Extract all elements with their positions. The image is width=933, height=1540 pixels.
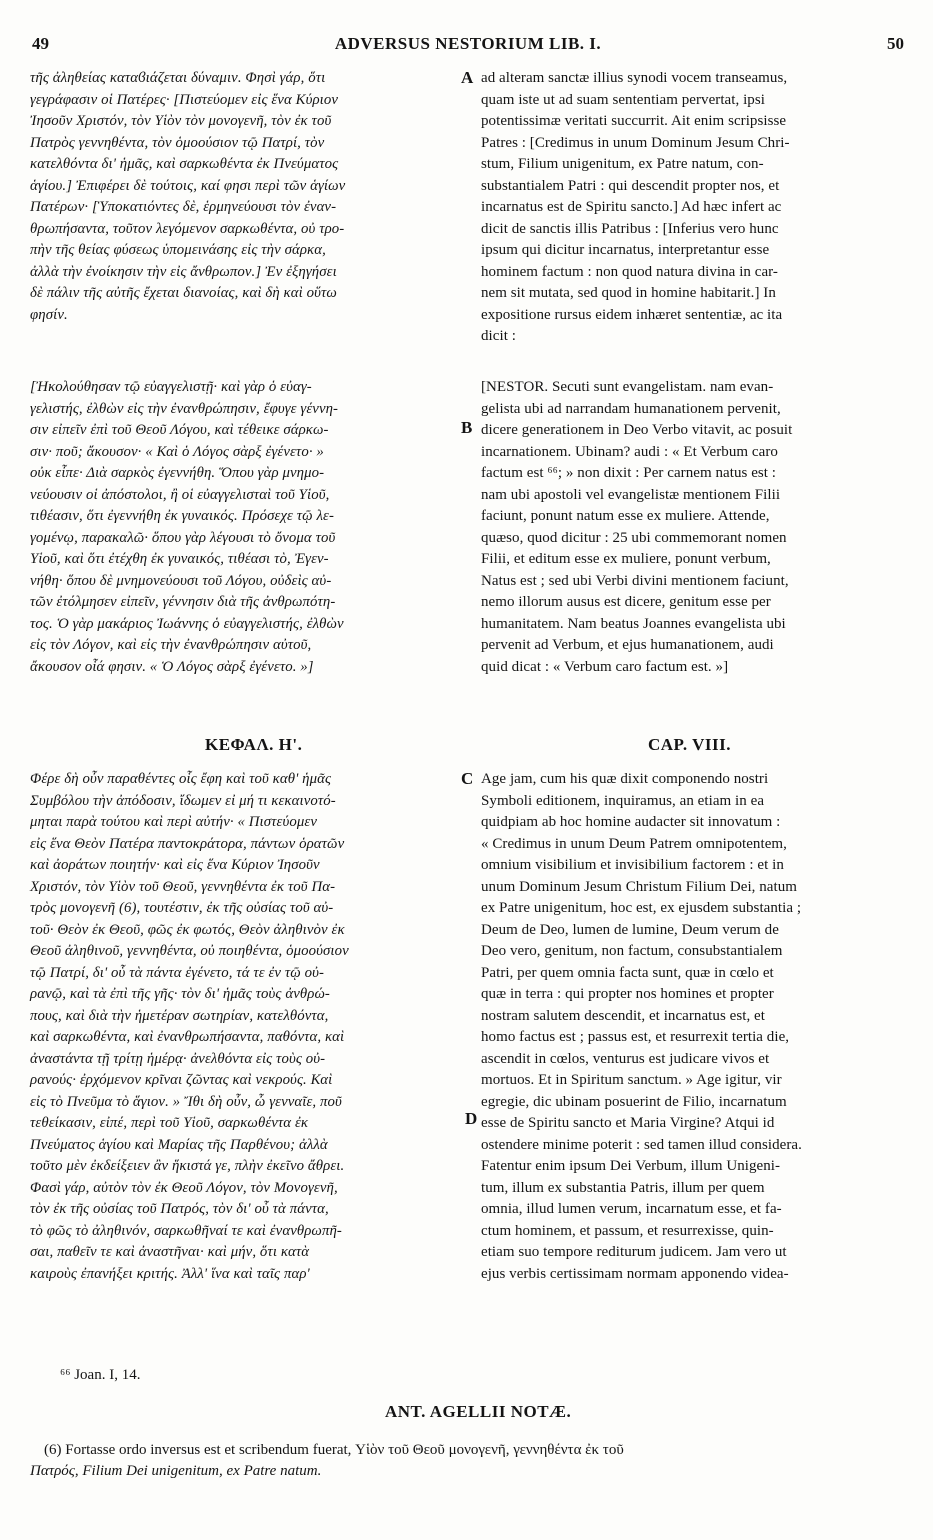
latin-line: mortuos. Et in Spiritum sanctum. » Age igitur, vir <box>481 1072 782 1088</box>
greek-line: ἁγίου.] Ἐπιφέρει δὲ τούτοις, καί φησι περὶ τῶν ἁγίων <box>30 177 346 194</box>
latin-line: Patres : [Credimus in unum Dominum Jesum Chri- <box>481 134 790 151</box>
greek-line: Πατρὸς γεννηθέντα, τὸν ὁμοούσιον τῷ Πατρί, τὸν <box>30 134 325 151</box>
notes-body <box>30 1440 910 1482</box>
page-number-left: 49 <box>32 34 49 53</box>
note-line: (6) Fortasse ordo inversus est et scribendum fuerat, Υἱὸν τοῦ Θεοῦ μονογενῆ, γεννηθέντα ἐκ τοῦ <box>44 1442 624 1458</box>
greek-line: κατελθόντα δι' ἡμᾶς, καὶ σαρκωθέντα ἐκ Πνεύματος <box>30 156 339 172</box>
latin-line: etiam suo tempore rediturum judicem. Jam vero ut <box>481 1244 787 1260</box>
greek-line: γελιστής, ἐλθὼν εἰς τὴν ἐνανθρώπησιν, ἔφυγε γέννη- <box>30 400 339 417</box>
latin-column-section1 <box>481 68 905 348</box>
latin-line: Age jam, cum his quæ dixit componendo nostri <box>481 771 769 787</box>
latin-line: quæ in terra : qui propter nos homines et propter <box>481 986 774 1002</box>
greek-column-section1 <box>30 68 460 326</box>
greek-line: καὶ σαρκωθέντα, καὶ ἐνανθρωπήσαντα, παθόντα, καὶ <box>30 1029 345 1045</box>
latin-line: Symboli editionem, inquiramus, an etiam in ea <box>481 792 765 809</box>
latin-line: quidpiam ab hoc homine audacter sit innovatum : <box>481 814 781 830</box>
margin-marker-c: C <box>461 769 474 788</box>
greek-line: νήθη· ὅπου δὲ μνημονεύουσι τοῦ Λόγου, οὐδεὶς αὐ- <box>30 572 332 589</box>
latin-line: stum, Filium unigenitum, ex Patre natum, con- <box>481 156 764 172</box>
latin-line: dicere generationem in Deo Verbo vitavit, ac posuit <box>481 422 793 438</box>
latin-column-section3 <box>481 769 905 1285</box>
latin-line: ex Patre unigenitum, hoc est, ex ejusdem substantia ; <box>481 900 802 916</box>
latin-line: gelista ubi ad narrandam humanationem pervenit, <box>481 400 781 417</box>
greek-line: πὴν τῆς θείας φύσεως ὑπομεινάσης εἰς τὴν σάρκα, <box>30 242 326 258</box>
greek-line: καιροὺς ἐπανήξει κριτής. Ἀλλ' ἵνα καὶ ταῖς παρ' <box>30 1265 310 1282</box>
latin-line: Deo vero, genitum, non factum, consubstantialem <box>481 943 783 959</box>
greek-line: τοῦ· Θεὸν ἐκ Θεοῦ, φῶς ἐκ φωτός, Θεὸν ἀληθινὸν ἐκ <box>30 921 345 938</box>
notes-title: ANT. AGELLII NOTÆ. <box>385 1402 572 1421</box>
greek-line: εἰς ἕνα Θεὸν Πατέρα παντοκράτορα, πάντων ὁρατῶν <box>30 835 345 852</box>
latin-line: Filii, et editum esse ex muliere, ponunt verbum, <box>481 551 771 567</box>
latin-line: ostendere minime poterit : sed tamen illud considera. <box>481 1136 802 1153</box>
greek-line: τρὸς μονογενῆ (6), τουτέστιν, ἐκ τῆς οὐσίας τοῦ αὐ- <box>30 900 334 916</box>
greek-line: γεγράφασιν οἱ Πατέρες· [Πιστεύομεν εἰς ἕνα Κύριον <box>30 91 339 108</box>
latin-chapter-title: CAP. VIII. <box>648 735 731 754</box>
greek-line: σαι, παθεῖν τε καὶ ἀναστῆναι· καὶ μήν, ὅτι κατὰ <box>30 1244 310 1260</box>
greek-line: ἀναστάντα τῇ τρίτῃ ἡμέρᾳ· ἀνελθόντα εἰς τοὺς οὐ- <box>30 1050 326 1067</box>
greek-line: τῆς ἀληθείας καταϐιάζεται δύναμιν. Φησὶ γάρ, ὅτι <box>30 70 326 86</box>
greek-line: σιν εἰπεῖν ἐπὶ τοῦ Θεοῦ Λόγου, καὶ τέθεικε σάρκω- <box>30 422 329 438</box>
greek-line: τὸ φῶς τὸ ἀληθινόν, σαρκωθῆναί τε καὶ ἐνανθρωπῆ- <box>30 1222 342 1239</box>
latin-line: omnia, illud lumen verum, incarnatum esse, et fa- <box>481 1201 782 1217</box>
latin-line: homo factus est ; passus est, et resurrexit tertia die, <box>481 1029 790 1045</box>
greek-line: ἀλλὰ τὴν ἐνοίκησιν τὴν εἰς ἄνθρωπον.] Ἐν ἐξηγήσει <box>30 263 337 280</box>
latin-line: incarnatus est de Spiritu sancto.] Ad hæc infert ac <box>481 199 782 215</box>
greek-line: τος. Ὁ γὰρ μακάριος Ἰωάννης ὁ εὐαγγελιστής, ἐλθὼν <box>30 615 344 632</box>
greek-line: σιν· ποῦ; ἄκουσον· « Καὶ ὁ Λόγος σὰρξ ἐγένετο· » <box>30 443 324 460</box>
greek-chapter-title: ΚΕΦΑΛ. Η'. <box>205 735 303 754</box>
latin-line: ad alteram sanctæ illius synodi vocem transeamus, <box>481 70 788 86</box>
greek-line: [Ἠκολούθησαν τῷ εὐαγγελιστῇ· καὶ γὰρ ὁ εὐαγ- <box>30 379 312 395</box>
greek-line: τεθείκασιν, εἰπέ, περὶ τοῦ Υἱοῦ, σαρκωθέντα ἐκ <box>30 1115 309 1131</box>
greek-line: ρανούς· ἐρχόμενον κρῖναι ζῶντας καὶ νεκρούς. Καὶ <box>30 1072 333 1088</box>
latin-line: faciunt, ponunt natum esse ex muliere. Attende, <box>481 508 770 524</box>
greek-line: Φέρε δὴ οὖν παραθέντες οἷς ἔφη καὶ τοῦ καθ' ἡμᾶς <box>30 771 332 787</box>
greek-line: δὲ πάλιν τῆς αὐτῆς ἔχεται διανοίας, καὶ δὴ καὶ οὕτω <box>30 285 337 301</box>
footnote <box>60 1364 140 1386</box>
greek-line: ρανῷ, καὶ τὰ ἐπὶ τῆς γῆς· τὸν δι' ἡμᾶς τοὺς ἀνθρώ- <box>30 986 330 1002</box>
greek-line: ἄκουσον οἷά φησιν. « Ὁ Λόγος σὰρξ ἐγένετο. »] <box>30 658 314 675</box>
latin-line: humanitatem. Nam beatus Joannes evangelista ubi <box>481 615 786 632</box>
latin-line: Fatentur enim ipsum Dei Verbum, illum Unigeni- <box>481 1158 781 1174</box>
latin-line: quam iste ut ad suam sententiam pervertat, ipsi <box>481 91 765 108</box>
greek-line: οὐκ εἶπε· Διὰ σαρκὸς ἐγεννήθη. Ὅπου γὰρ μνημο- <box>30 465 325 481</box>
latin-line: hominem factum : non quod natura divina in car- <box>481 263 778 280</box>
greek-line: καὶ ἀοράτων ποιητήν· καὶ εἰς ἕνα Κύριον Ἰησοῦν <box>30 857 320 873</box>
latin-line: nam ubi apostoli vel evangelistæ mentionem Filii <box>481 486 781 503</box>
running-header <box>32 34 904 56</box>
latin-line: ejus verbis certissimam normam apponendo videa- <box>481 1265 789 1282</box>
latin-column-section2 <box>481 377 905 678</box>
greek-line: εἰς τὸν Λόγον, καὶ εἰς τὴν ἐνανθρώπησιν αὐτοῦ, <box>30 637 312 653</box>
greek-line: τιθέασιν, ὅτι ἐγεννήθη ἐκ γυναικός. Πρόσεχε τῷ λε- <box>30 508 334 524</box>
latin-line: omnium visibilium et invisibilium factorem : et in <box>481 857 784 873</box>
greek-line: εἰς τὸ Πνεῦμα τὸ ἅγιον. » Ἴθι δὴ οὖν, ὦ γενναῖε, ποῦ <box>30 1093 342 1110</box>
greek-line: τὸν ἐκ τῆς οὐσίας τοῦ Πατρός, τὸν δι' οὗ τὰ πάντα, <box>30 1201 329 1217</box>
greek-line: θρωπήσαντα, τοῦτον λεγόμενον σαρκωθέντα, οὐ τρο- <box>30 220 345 237</box>
greek-line: πους, καὶ διὰ τὴν ἡμετέραν σωτηρίαν, κατελθόντα, <box>30 1007 329 1024</box>
latin-line: dicit de sanctis illis Patribus : [Inferius vero hunc <box>481 220 779 237</box>
latin-line: egregie, dic ubinam posuerint de Filio, incarnatum <box>481 1093 787 1110</box>
latin-line: incarnationem. Ubinam? audi : « Et Verbum caro <box>481 443 778 460</box>
margin-marker-a: A <box>461 68 474 87</box>
greek-line: μηται παρὰ τούτου καὶ περὶ αὐτήν· « Πιστεύομεν <box>30 814 317 830</box>
greek-line: Ἰησοῦν Χριστόν, τὸν Υἱὸν τὸν μονογενῆ, τὸν ἐκ τοῦ <box>30 113 332 129</box>
running-title: ADVERSUS NESTORIUM LIB. I. <box>334 34 602 53</box>
latin-line: quid dicat : « Verbum caro factum est. »] <box>481 658 729 675</box>
greek-line: Φασὶ γάρ, αὐτὸν τὸν ἐκ Θεοῦ Λόγον, τὸν Μονογενῆ, <box>30 1179 338 1196</box>
latin-line: [NESTOR. Secuti sunt evangelistam. nam evan- <box>481 379 774 395</box>
latin-line: pervenit ad Verbum, et ejus humanationem, audi <box>481 637 774 653</box>
latin-line: nem sit mutata, sed quod in homine habitarit.] In <box>481 285 776 301</box>
latin-line: ipsum qui dicitur incarnatus, interpretantur esse <box>481 242 770 258</box>
latin-line: Deum de Deo, lumen de lumine, Deum verum de <box>481 921 779 938</box>
page-number-right: 50 <box>887 34 904 53</box>
greek-line: Πατέρων· [Ὑποκατιόντες δὲ, ἑρμηνεύουσι τὸν ἐναν- <box>30 199 337 215</box>
margin-marker-d: D <box>465 1109 478 1128</box>
greek-line: γομένῳ, παρακαλῶ· ὅπου γὰρ λέγουσι τὸ ὄνομα τοῦ <box>30 529 336 546</box>
greek-column-section3 <box>30 769 460 1285</box>
latin-line: substantialem Patri : qui descendit propter nos, et <box>481 177 780 194</box>
greek-line: τῶν ἐτόλμησεν εἰπεῖν, γέννησιν διὰ τῆς ἀνθρωπότη- <box>30 594 336 610</box>
latin-line: quæso, quod dicitur : 25 ubi commemorant nomen <box>481 529 787 546</box>
latin-line: nostram salutem descendit, et incarnatus est, et <box>481 1007 765 1024</box>
latin-line: ascendit in cœlos, venturus est judicare vivos et <box>481 1050 770 1067</box>
latin-line: unum Dominum Jesum Christum Filium Dei, natum <box>481 878 798 895</box>
greek-line: τῷ Πατρί, δι' οὗ τὰ πάντα ἐγένετο, τά τε ἐν τῷ οὐ- <box>30 964 325 981</box>
greek-line: Πνεύματος ἁγίου καὶ Μαρίας τῆς Παρθένου; ἀλλὰ <box>30 1136 328 1153</box>
latin-line: esse de Spiritu sancto et Maria Virgine? Atqui id <box>481 1115 775 1131</box>
note-line: Πατρός, Filium Dei unigenitum, ex Patre natum. <box>30 1463 322 1479</box>
greek-line: Χριστόν, τὸν Υἱὸν τοῦ Θεοῦ, γεννηθέντα ἐκ τοῦ Πα- <box>30 878 336 895</box>
greek-line: νεύουσιν οἱ ἀπόστολοι, ἢ οἱ εὐαγγελισταὶ τοῦ Υἱοῦ, <box>30 486 330 503</box>
latin-line: Patri, per quem omnia facta sunt, quæ in cœlo et <box>481 964 774 981</box>
latin-line: expositione rursus eidem inhæret sententiæ, ac ita <box>481 306 783 323</box>
greek-column-section2 <box>30 377 460 678</box>
latin-line: factum est ⁶⁶; » non dixit : Per carnem natus est : <box>481 465 777 481</box>
latin-line: ctum hominem, et passum, et resurrexisse, quin- <box>481 1222 774 1239</box>
margin-marker-b: B <box>461 418 473 437</box>
latin-line: « Credimus in unum Deum Patrem omnipotentem, <box>481 835 787 852</box>
latin-line: tum, illum ex substantia Patris, illum per quem <box>481 1179 765 1196</box>
latin-line: nemo illorum ausus est dicere, genitum esse per <box>481 594 771 610</box>
footnote-text: ⁶⁶ Joan. I, 14. <box>60 1367 141 1383</box>
greek-line: φησίν. <box>30 306 68 323</box>
latin-line: Natus est ; sed ubi Verbi divini mentionem faciunt, <box>481 572 789 589</box>
latin-line: dicit : <box>481 328 516 344</box>
latin-line: potentissimæ veritati succurrit. Ait enim scripsisse <box>481 113 787 129</box>
greek-line: Θεοῦ ἀληθινοῦ, γεννηθέντα, οὐ ποιηθέντα, ὁμοούσιον <box>30 943 349 959</box>
greek-line: Υἱοῦ, καὶ ὅτι ἐτέχθη ἐκ γυναικός, τιθέασι τὸ, Ἐγεν- <box>30 551 329 567</box>
greek-line: τοῦτο μὲν ἐκδείξειεν ἂν ἥκιστά γε, πλὴν ἐκεῖνο ἄθρει. <box>30 1158 345 1174</box>
greek-line: Συμβόλου τὴν ἀπόδοσιν, ἴδωμεν εἰ μή τι κεκαινοτό- <box>30 792 336 809</box>
